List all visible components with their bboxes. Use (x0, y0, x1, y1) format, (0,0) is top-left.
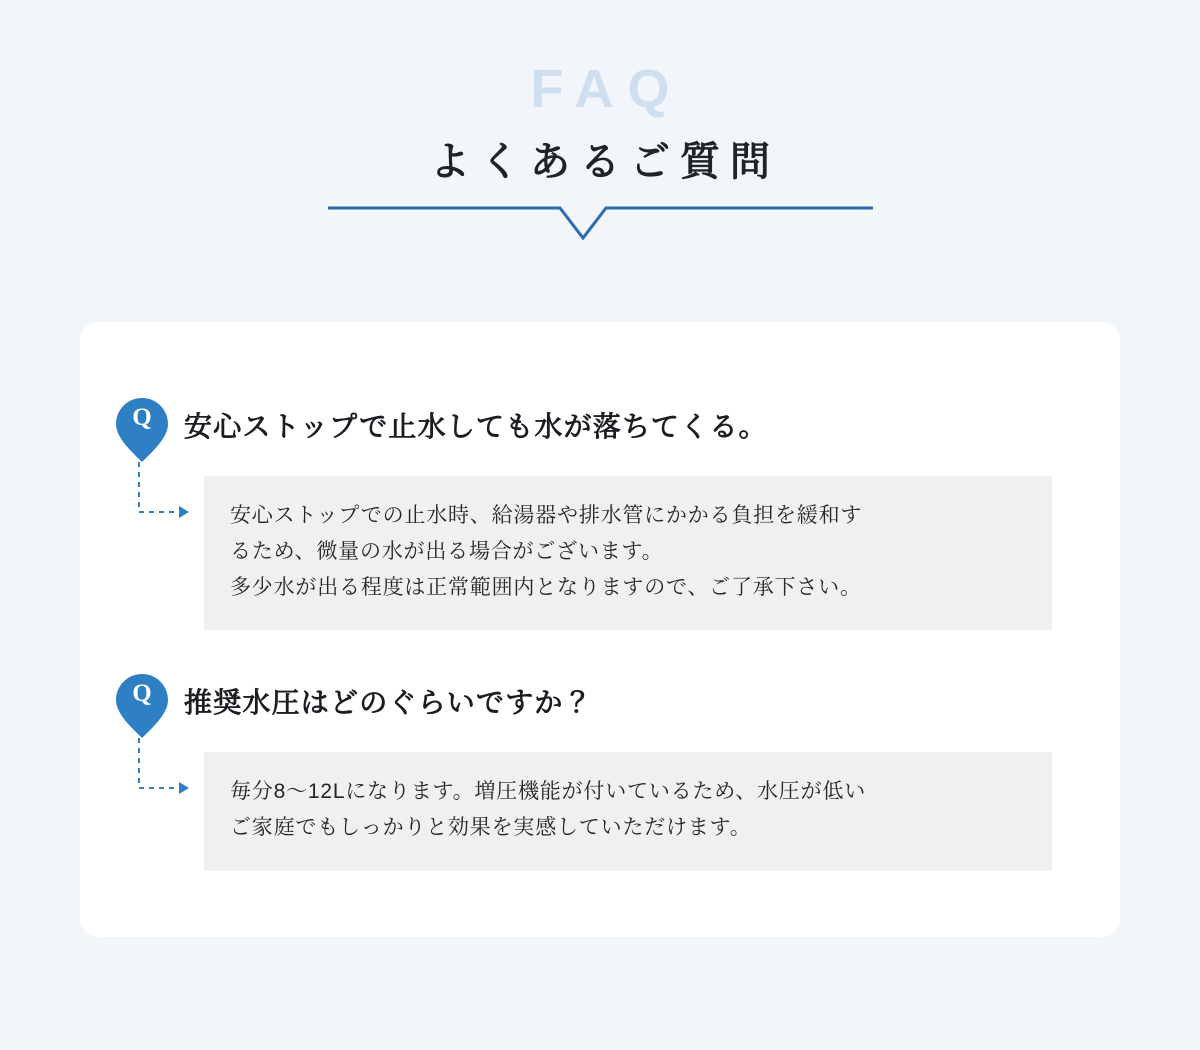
question-pin-icon (116, 398, 168, 462)
faq-question-text: 推奨水圧はどのぐらいですか？ (184, 687, 593, 719)
dotted-arrow-icon (137, 462, 193, 532)
faq-card (80, 322, 1120, 937)
faq-answer-line: 毎分8〜12Lになります。増圧機能が付いているため、水圧が低い (230, 780, 866, 804)
page-title: よくあるご質問 (430, 140, 780, 184)
faq-answer (204, 752, 1052, 870)
faq-answer-line: ご家庭でもしっかりと効果を実感していただけます。 (230, 816, 752, 840)
faq-answer (204, 476, 1052, 630)
dotted-arrow-icon (137, 738, 193, 808)
faq-question-row[interactable] (116, 406, 1052, 462)
faq-question-row[interactable] (116, 682, 1052, 738)
faq-item[interactable] (116, 682, 1052, 870)
faq-answer-line: るため、微量の水が出る場合がございます。 (230, 540, 664, 564)
question-marker-label: Q (132, 404, 152, 431)
question-marker-label: Q (132, 680, 152, 708)
faq-eyebrow: FAQ (530, 59, 684, 119)
faq-question-text: 安心ストップで止水しても水が落ちてくる。 (184, 411, 768, 442)
faq-answer-line: 安心ストップでの止水時、給湯器や排水管にかかる負担を緩和す (230, 504, 863, 527)
faq-answer-line: 多少水が出る程度は正常範囲内となりますので、ご了承下さい。 (230, 576, 862, 600)
title-underline-decoration (328, 206, 873, 246)
faq-header (0, 0, 1200, 246)
question-pin-icon (116, 674, 168, 738)
faq-item[interactable] (116, 406, 1052, 630)
faq-list (80, 322, 1120, 871)
